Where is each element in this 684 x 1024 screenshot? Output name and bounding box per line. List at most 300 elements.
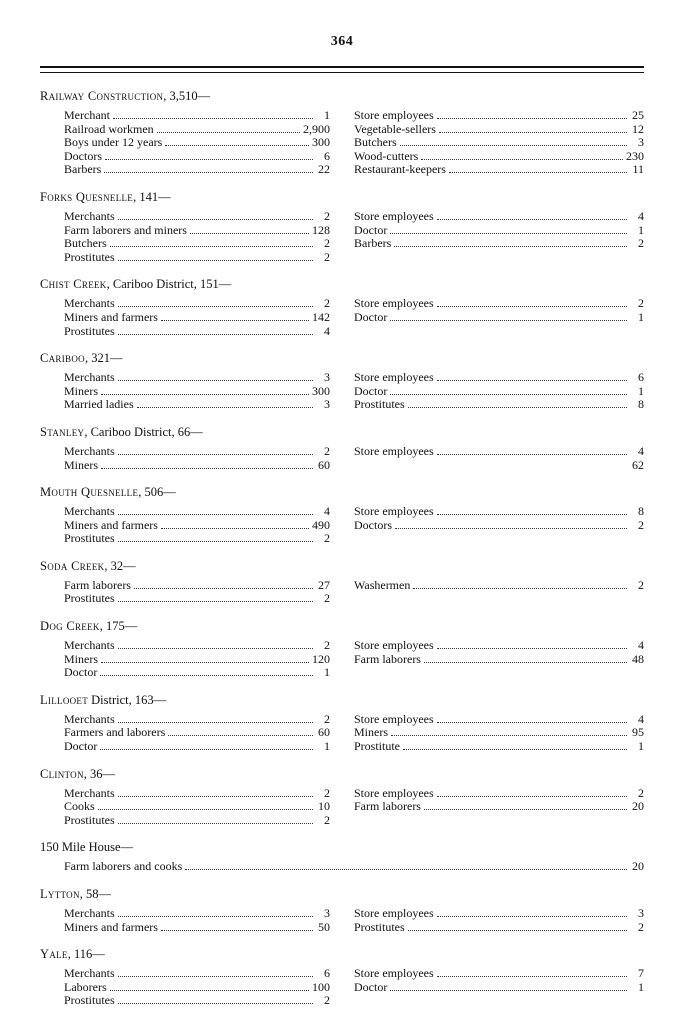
dot-leader — [424, 662, 627, 663]
occupation-label: Doctor — [354, 383, 388, 398]
location-total: , 116— — [67, 947, 105, 962]
occupation-label: Prostitutes — [64, 249, 115, 264]
right-column — [354, 787, 644, 828]
table-row — [64, 297, 330, 311]
dot-leader — [134, 588, 313, 589]
table-row — [64, 398, 330, 412]
occupation-count: 11 — [632, 162, 644, 177]
table-row — [64, 519, 330, 533]
dot-leader — [118, 334, 313, 335]
left-column — [64, 639, 330, 680]
section-columns — [40, 445, 644, 472]
location-header — [40, 484, 644, 500]
location-section — [40, 350, 644, 412]
occupation-label: Barbers — [354, 236, 392, 251]
occupation-count: 1 — [638, 979, 644, 994]
location-total: , Cariboo District, 66— — [84, 424, 203, 439]
location-name: Clinton — [40, 766, 84, 781]
dot-leader — [168, 735, 313, 736]
table-row — [64, 123, 330, 137]
occupation-label: Merchants — [64, 785, 115, 800]
dot-leader — [137, 407, 313, 408]
table-row — [354, 123, 644, 137]
dot-leader — [437, 796, 627, 797]
occupation-count: 4 — [324, 504, 330, 519]
table-row — [354, 713, 644, 727]
occupation-count: 2 — [638, 919, 644, 934]
dot-leader — [437, 916, 627, 917]
occupation-label: Butchers — [64, 236, 107, 251]
occupation-label: Store employees — [354, 638, 434, 653]
dot-leader — [118, 514, 313, 515]
table-row — [354, 385, 644, 399]
occupation-label: Store employees — [354, 370, 434, 385]
location-header — [40, 88, 644, 104]
occupation-count: 8 — [638, 397, 644, 412]
table-row — [354, 150, 644, 164]
occupation-count: 2 — [638, 577, 644, 592]
dot-leader — [118, 380, 313, 381]
table-row — [64, 907, 330, 921]
dot-leader — [161, 930, 313, 931]
location-total: , 321— — [84, 351, 123, 366]
dot-leader — [190, 233, 309, 234]
right-column — [354, 907, 644, 934]
dot-leader — [118, 796, 313, 797]
header-rule-thin — [40, 72, 644, 73]
occupation-count: 1 — [638, 739, 644, 754]
table-row — [64, 136, 330, 150]
occupation-label: Farm laborers and cooks — [64, 859, 183, 874]
occupation-count: 128 — [312, 222, 330, 237]
occupation-label: Butchers — [354, 135, 397, 150]
occupation-label: Store employees — [354, 504, 434, 519]
occupation-label: Miners and farmers — [64, 517, 158, 532]
occupation-count: 27 — [318, 577, 330, 592]
occupation-count: 60 — [318, 725, 330, 740]
location-section — [40, 692, 644, 754]
occupation-count: 1 — [324, 665, 330, 680]
dot-leader — [437, 380, 627, 381]
dot-leader — [118, 541, 313, 542]
occupation-count: 3 — [324, 397, 330, 412]
occupation-label: Merchants — [64, 208, 115, 223]
location-section — [40, 766, 644, 828]
section-columns — [40, 297, 644, 338]
occupation-label: Miners — [64, 457, 98, 472]
dot-leader — [118, 648, 313, 649]
dot-leader — [437, 454, 627, 455]
occupation-label: Married ladies — [64, 397, 134, 412]
occupation-count: 100 — [312, 979, 330, 994]
table-row — [64, 109, 330, 123]
location-header — [40, 276, 644, 292]
occupation-label: Prostitutes — [64, 591, 115, 606]
location-name: 150 Mile House — [40, 840, 121, 855]
right-column — [354, 967, 644, 1008]
occupation-count: 2 — [324, 296, 330, 311]
dot-leader — [110, 246, 313, 247]
table-row — [354, 297, 644, 311]
table-row — [354, 967, 644, 981]
dot-leader — [437, 722, 627, 723]
location-name: Railway Construction — [40, 89, 164, 103]
table-row — [354, 210, 644, 224]
location-header — [40, 558, 644, 574]
occupation-label: Merchant — [64, 108, 110, 122]
occupation-label: Doctor — [354, 222, 388, 237]
occupation-count: 8 — [638, 504, 644, 519]
location-section — [40, 424, 644, 472]
dot-leader — [390, 320, 627, 321]
dot-leader — [390, 233, 627, 234]
table-row — [64, 800, 330, 814]
location-name: Mouth Quesnelle — [40, 485, 139, 500]
location-section — [40, 886, 644, 934]
occupation-label: Laborers — [64, 979, 107, 994]
table-row — [64, 325, 330, 339]
location-section — [40, 276, 644, 338]
location-total: , 58— — [79, 887, 112, 901]
dot-leader — [100, 675, 313, 676]
dot-leader — [400, 145, 627, 146]
table-row — [354, 981, 644, 995]
occupation-count: 2 — [638, 236, 644, 251]
occupation-label: Farm laborers — [354, 799, 421, 814]
occupation-label: Store employees — [354, 711, 434, 726]
occupation-label: Merchants — [64, 296, 115, 311]
location-total: , 506— — [138, 485, 176, 500]
occupation-label: Merchants — [64, 906, 115, 920]
table-row — [354, 740, 644, 754]
occupation-label: Prostitutes — [64, 812, 115, 827]
occupation-count: 1 — [638, 222, 644, 237]
occupation-count: 95 — [632, 725, 644, 740]
location-name: Cariboo — [40, 351, 85, 366]
occupation-count: 60 — [318, 457, 330, 472]
occupation-count: 300 — [312, 383, 330, 398]
section-columns — [40, 907, 644, 934]
occupation-count: 2,900 — [303, 121, 330, 136]
occupation-count: 2 — [324, 812, 330, 827]
occupation-label: Merchants — [64, 370, 115, 385]
dot-leader — [118, 306, 313, 307]
full-width-row — [64, 860, 644, 874]
table-row — [354, 224, 644, 238]
occupation-count: 2 — [324, 443, 330, 458]
table-row — [64, 666, 330, 680]
occupation-count: 490 — [312, 517, 330, 532]
table-row — [64, 150, 330, 164]
dot-leader — [105, 159, 313, 160]
occupation-count: 2 — [324, 531, 330, 546]
occupation-count: 2 — [324, 711, 330, 726]
header-rule-thick — [40, 66, 644, 68]
table-row — [64, 459, 330, 473]
occupation-count: 6 — [324, 148, 330, 163]
dot-leader — [104, 172, 313, 173]
left-column — [64, 297, 330, 338]
occupation-label: Store employees — [354, 208, 434, 223]
location-header — [40, 946, 644, 962]
location-header — [40, 886, 644, 902]
right-column — [354, 297, 644, 338]
section-columns — [40, 109, 644, 177]
table-row — [354, 136, 644, 150]
occupation-label: Farm laborers — [64, 577, 131, 592]
occupation-label: Doctor — [64, 739, 98, 754]
occupation-label: Prostitutes — [64, 323, 115, 338]
left-column — [64, 579, 330, 606]
occupation-count: 7 — [638, 966, 644, 981]
occupation-label: Vegetable-sellers — [354, 121, 436, 136]
dot-leader — [118, 1003, 313, 1004]
dot-leader — [118, 823, 313, 824]
occupation-label: Merchants — [64, 711, 115, 726]
table-row — [354, 921, 644, 935]
table-row — [64, 505, 330, 519]
location-total: , Cariboo District, 151— — [106, 277, 232, 292]
table-row — [64, 237, 330, 251]
location-section — [40, 618, 644, 680]
occupation-label: Store employees — [354, 785, 434, 800]
table-row — [354, 639, 644, 653]
dot-leader — [100, 749, 313, 750]
location-header — [40, 350, 644, 366]
dot-leader — [424, 809, 627, 810]
right-column — [354, 445, 644, 472]
left-column — [64, 371, 330, 412]
location-total: , 36— — [83, 766, 116, 781]
occupation-count: 4 — [324, 323, 330, 338]
location-total: District, 163— — [88, 692, 167, 707]
occupation-label: Cooks — [64, 799, 95, 814]
occupation-label: Doctor — [354, 309, 388, 324]
table-row — [64, 967, 330, 981]
dot-leader — [101, 394, 309, 395]
dot-leader — [118, 219, 313, 220]
dot-leader — [421, 159, 623, 160]
occupation-label: Washermen — [354, 577, 411, 592]
dot-leader — [118, 260, 313, 261]
occupation-count: 4 — [638, 638, 644, 653]
dot-leader — [157, 132, 300, 133]
occupation-label: Miners and farmers — [64, 919, 158, 934]
occupation-label: Merchants — [64, 966, 115, 981]
table-row — [64, 814, 330, 828]
table-row — [64, 740, 330, 754]
occupation-count: 142 — [312, 309, 330, 324]
left-column — [64, 713, 330, 754]
occupation-count: 25 — [632, 108, 644, 122]
occupation-label: Farmers and laborers — [64, 725, 166, 740]
section-columns — [40, 713, 644, 754]
section-columns — [40, 505, 644, 546]
table-row — [64, 726, 330, 740]
occupation-label: Boys under 12 years — [64, 135, 163, 150]
left-column — [64, 967, 330, 1008]
occupation-count: 4 — [638, 443, 644, 458]
occupation-count: 2 — [324, 993, 330, 1008]
occupation-label: Merchants — [64, 443, 115, 458]
table-row — [64, 579, 330, 593]
occupation-count: 62 — [632, 457, 644, 472]
right-column — [354, 505, 644, 546]
dot-leader — [118, 601, 313, 602]
occupation-count: 2 — [638, 785, 644, 800]
occupation-count: 2 — [324, 638, 330, 653]
right-column — [354, 579, 644, 606]
dot-leader — [101, 662, 309, 663]
table-row — [354, 398, 644, 412]
table-row — [354, 163, 644, 177]
table-row — [354, 459, 644, 473]
location-total: , 32— — [104, 558, 136, 573]
location-header — [40, 766, 644, 782]
location-section — [40, 189, 644, 264]
section-columns — [40, 967, 644, 1008]
right-column — [354, 713, 644, 754]
occupation-count: 10 — [318, 799, 330, 814]
occupation-label: Prostitutes — [64, 531, 115, 546]
table-row — [354, 371, 644, 385]
occupation-count: 1 — [638, 309, 644, 324]
table-row — [354, 787, 644, 801]
left-column — [64, 787, 330, 828]
occupation-count: 20 — [632, 799, 644, 814]
occupation-label: Miners — [64, 651, 98, 666]
occupation-count: 2 — [638, 296, 644, 311]
dot-leader — [437, 514, 627, 515]
occupation-count: 20 — [632, 859, 644, 874]
table-row — [64, 251, 330, 265]
section-columns — [40, 210, 644, 264]
occupation-count: 3 — [638, 906, 644, 920]
location-name: Stanley — [40, 424, 85, 439]
table-row — [354, 505, 644, 519]
occupation-count: 2 — [324, 249, 330, 264]
table-row — [64, 592, 330, 606]
dot-leader — [118, 454, 313, 455]
occupation-label: Doctors — [354, 517, 392, 532]
occupation-label: Store employees — [354, 443, 434, 458]
location-name: Dog Creek — [40, 619, 100, 634]
occupation-count: 6 — [324, 966, 330, 981]
occupation-label: Farm laborers — [354, 651, 421, 666]
right-column — [354, 639, 644, 680]
occupation-count: 3 — [638, 135, 644, 150]
occupation-count: 50 — [318, 919, 330, 934]
occupation-label: Merchants — [64, 638, 115, 653]
occupation-count: 2 — [324, 208, 330, 223]
right-column — [354, 371, 644, 412]
location-section — [40, 558, 644, 606]
dot-leader — [408, 930, 627, 931]
occupation-count: 6 — [638, 370, 644, 385]
table-row — [64, 653, 330, 667]
table-row — [354, 445, 644, 459]
census-table — [40, 88, 644, 1020]
dot-leader — [403, 749, 627, 750]
table-row — [64, 163, 330, 177]
dot-leader — [165, 145, 309, 146]
left-column — [64, 505, 330, 546]
location-name: Soda Creek — [40, 558, 105, 573]
occupation-count: 22 — [318, 162, 330, 177]
left-column — [64, 210, 330, 264]
table-row — [64, 921, 330, 935]
occupation-label: Miners — [354, 725, 388, 740]
occupation-count: 2 — [324, 591, 330, 606]
table-row — [354, 237, 644, 251]
occupation-label: Wood-cutters — [354, 148, 419, 163]
occupation-count: 1 — [324, 739, 330, 754]
table-row — [64, 385, 330, 399]
dot-leader — [437, 118, 627, 119]
location-section — [40, 946, 644, 1008]
dot-leader — [113, 118, 313, 119]
dot-leader — [391, 735, 627, 736]
occupation-count: 12 — [632, 121, 644, 136]
occupation-count: 2 — [638, 517, 644, 532]
occupation-label: Prostitutes — [354, 919, 405, 934]
dot-leader — [395, 528, 627, 529]
location-name: Lillooet — [40, 692, 89, 707]
location-total: , 141— — [133, 189, 171, 204]
page-number: 364 — [330, 34, 354, 49]
occupation-count: 1 — [324, 108, 330, 122]
section-columns — [40, 639, 644, 680]
occupation-count: 3 — [324, 906, 330, 920]
occupation-count: 230 — [626, 148, 644, 163]
occupation-label: Store employees — [354, 108, 434, 122]
section-columns — [40, 579, 644, 606]
occupation-label: Miners and farmers — [64, 309, 158, 324]
table-row — [64, 532, 330, 546]
dot-leader — [118, 722, 313, 723]
occupation-label: Doctor — [354, 979, 388, 994]
occupation-label: Prostitute — [354, 739, 401, 754]
dot-leader — [437, 976, 627, 977]
table-row — [354, 311, 644, 325]
location-name: Yale — [40, 947, 68, 962]
location-section — [40, 88, 644, 177]
dot-leader — [390, 394, 627, 395]
dot-leader — [408, 407, 627, 408]
left-column — [64, 445, 330, 472]
occupation-label: Merchants — [64, 504, 115, 519]
table-row — [64, 981, 330, 995]
occupation-label: Doctors — [64, 148, 102, 163]
occupation-count: 120 — [312, 651, 330, 666]
location-total: , 175— — [99, 619, 138, 634]
right-column — [354, 109, 644, 177]
table-row — [64, 210, 330, 224]
left-column — [64, 109, 330, 177]
occupation-count: 2 — [324, 785, 330, 800]
table-row — [354, 519, 644, 533]
occupation-label: Restaurant-keepers — [354, 162, 446, 177]
occupation-label: Doctor — [64, 665, 98, 680]
location-header — [40, 618, 644, 634]
occupation-label: Store employees — [354, 906, 434, 920]
occupation-label: Prostitutes — [354, 397, 405, 412]
location-total: — — [120, 840, 134, 855]
occupation-label: Prostitutes — [64, 993, 115, 1008]
dot-leader — [413, 588, 627, 589]
dot-leader — [437, 648, 627, 649]
dot-leader — [110, 990, 309, 991]
